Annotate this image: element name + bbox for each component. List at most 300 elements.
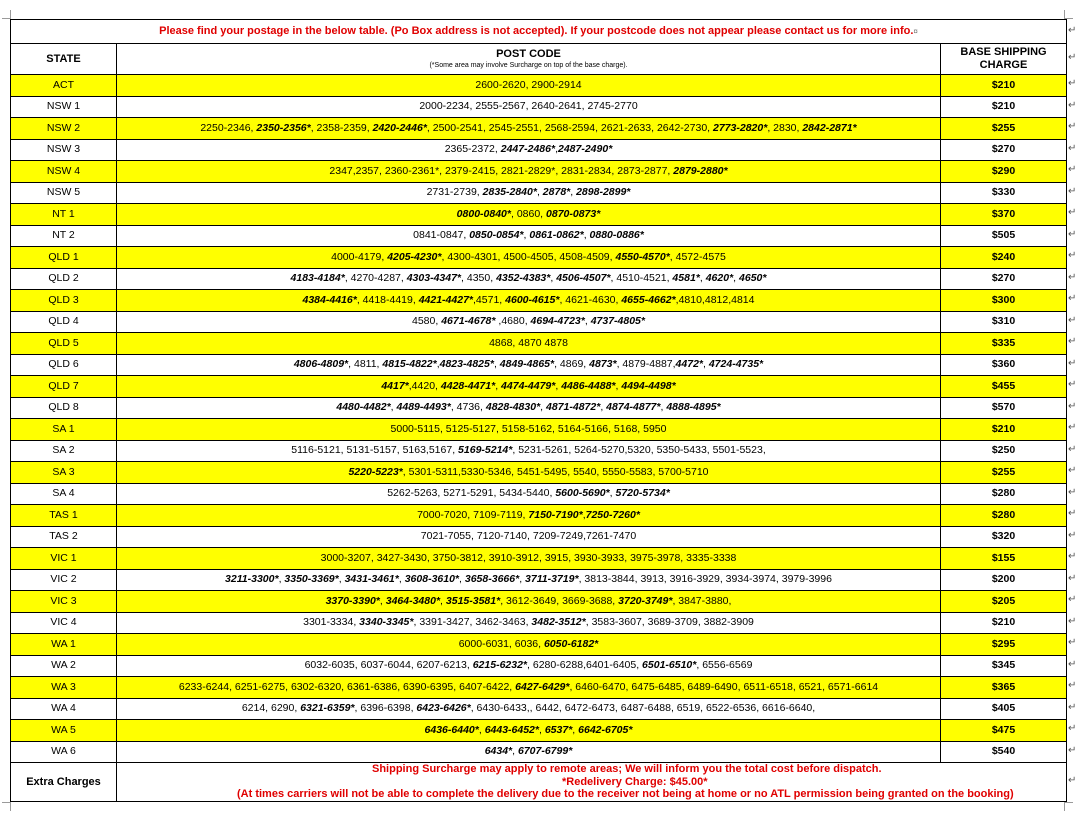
- post-code-text: , 5301-5311,5330-5346, 5451-5495, 5540, 5550-5583, 5700-5710: [402, 465, 709, 478]
- return-arrow-icon: ↵: [1068, 271, 1077, 283]
- surcharge-code: 4494-4498*: [621, 379, 676, 392]
- surcharge-code: 2878*: [542, 186, 571, 199]
- return-arrow-icon: ↵: [1068, 551, 1077, 563]
- state-cell: TAS 1: [11, 505, 117, 527]
- post-code-text: ,: [536, 186, 543, 199]
- post-code-text: ,: [555, 143, 558, 156]
- post-code-text: 3301-3334,: [303, 616, 360, 629]
- post-code-text: ,: [584, 315, 591, 328]
- post-code-text: , 0860,: [510, 207, 547, 220]
- table-row: [11, 161, 1067, 183]
- format-mark-icon: ¤: [913, 27, 918, 36]
- post-code-text: , 4879-4887,: [616, 358, 676, 371]
- surcharge-code: 4486-4488*: [561, 379, 616, 392]
- post-code-text: ,: [390, 401, 397, 414]
- surcharge-code: 3350-3369*: [284, 573, 339, 586]
- return-arrow-icon: ↵: [1068, 744, 1077, 756]
- state-cell: VIC 2: [11, 569, 117, 591]
- header-base-shipping-charge: BASE SHIPPING CHARGE: [941, 44, 1067, 75]
- return-arrow-icon: ↵: [1068, 422, 1077, 434]
- charge-cell: $240: [941, 247, 1067, 269]
- post-code-text: ,: [539, 723, 545, 736]
- post-code-text: ,4571,: [473, 293, 506, 306]
- post-code-cell: [117, 483, 941, 505]
- state-cell: SA 4: [11, 483, 117, 505]
- surcharge-code: 4671-4678*: [441, 315, 496, 328]
- surcharge-code: 4724-4735*: [708, 358, 764, 371]
- surcharge-code: 0850-0854*: [469, 229, 524, 242]
- post-code-text: 6000-6031, 6036,: [458, 637, 544, 650]
- post-code-text: , 4572-4575: [669, 250, 726, 263]
- charge-cell: $295: [941, 634, 1067, 656]
- return-arrow-icon: ↵: [1068, 615, 1077, 627]
- charge-cell: $505: [941, 225, 1067, 247]
- surcharge-code: 4806-4809*: [293, 358, 349, 371]
- post-code-text: 4868, 4870 4878: [489, 336, 568, 349]
- post-code-text: 5000-5115, 5125-5127, 5158-5162, 5164-5166, 5168, 5950: [390, 422, 667, 435]
- surcharge-code: 6436-6440*: [424, 723, 479, 736]
- surcharge-code: 6501-6510*: [642, 659, 697, 672]
- state-cell: QLD 6: [11, 354, 117, 376]
- state-cell: VIC 1: [11, 548, 117, 570]
- table-row: [11, 569, 1067, 591]
- table-row: [11, 612, 1067, 634]
- charge-cell: $455: [941, 376, 1067, 398]
- post-code-text: 5116-5121, 5131-5157, 5163,5167,: [291, 444, 459, 457]
- post-code-text: , 6460-6470, 6475-6485, 6489-6490, 6511-6518, 6521, 6571-6614: [569, 680, 879, 693]
- extra-charges-label: Extra Charges: [11, 763, 117, 802]
- surcharge-code: 2898-2899*: [576, 186, 631, 199]
- post-code-text: ,: [660, 401, 667, 414]
- table-row: [11, 548, 1067, 570]
- surcharge-code: 6642-6705*: [578, 723, 633, 736]
- post-code-text: , 2358-2359,: [310, 121, 373, 134]
- post-code-text: ,: [540, 401, 547, 414]
- return-arrow-icon: ↵: [1068, 185, 1077, 197]
- charge-cell: $255: [941, 462, 1067, 484]
- return-arrow-icon: ↵: [1068, 357, 1077, 369]
- post-code-text: ,: [582, 508, 586, 521]
- surcharge-code: 4303-4347*: [406, 272, 462, 285]
- post-code-text: , 3583-3607, 3689-3709, 3882-3909: [585, 616, 754, 629]
- post-code-cell: [117, 419, 941, 441]
- surcharge-code: 3464-3480*: [385, 594, 441, 607]
- surcharge-code: 4874-4877*: [606, 401, 661, 414]
- table-row: [11, 225, 1067, 247]
- post-code-text: , 3847-3880,: [672, 594, 732, 607]
- post-code-text: ,: [459, 573, 465, 586]
- charge-cell: $205: [941, 591, 1067, 613]
- post-code-text: ,: [572, 723, 579, 736]
- post-code-cell: [117, 75, 941, 97]
- state-cell: TAS 2: [11, 526, 117, 548]
- surcharge-code: 4421-4427*: [418, 293, 474, 306]
- post-code-cell: [117, 720, 941, 742]
- return-arrow-icon: ↵: [1068, 637, 1077, 649]
- surcharge-code: 7250-7260*: [585, 508, 640, 521]
- surcharge-code: 2773-2820*: [713, 121, 768, 134]
- return-arrow-icon: ↵: [1068, 99, 1077, 111]
- state-cell: WA 4: [11, 698, 117, 720]
- post-code-cell: [117, 354, 941, 376]
- extra-charges-text: [117, 763, 1067, 802]
- surcharge-code: 6537*: [544, 723, 573, 736]
- surcharge-code: 4352-4383*: [496, 272, 551, 285]
- surcharge-code: 6321-6359*: [300, 702, 355, 715]
- post-code-text: ,: [600, 401, 607, 414]
- table-row: [11, 354, 1067, 376]
- surcharge-code: 4417*: [381, 379, 409, 392]
- return-arrow-icon: ↵: [1068, 701, 1077, 713]
- post-code-text: ,: [493, 358, 500, 371]
- post-code-text: , 2500-2541, 2545-2551, 2568-2594, 2621-2633, 2642-2730,: [426, 121, 713, 134]
- post-code-cell: [117, 526, 941, 548]
- post-code-text: 2731-2739,: [426, 186, 483, 199]
- notice-row: [11, 20, 1067, 44]
- surcharge-code: 4489-4493*: [396, 401, 451, 414]
- post-code-cell: [117, 333, 941, 355]
- surcharge-code: 4384-4416*: [302, 293, 357, 306]
- post-code-text: 3000-3207, 3427-3430, 3750-3812, 3910-3912, 3915, 3930-3933, 3975-3978, 3335-3338: [320, 551, 737, 564]
- state-cell: SA 2: [11, 440, 117, 462]
- charge-cell: $250: [941, 440, 1067, 462]
- header-state: STATE: [11, 44, 117, 75]
- post-code-cell: [117, 376, 941, 398]
- surcharge-code: 6050-6182*: [543, 637, 599, 650]
- surcharge-code: 4823-4825*: [439, 358, 494, 371]
- charge-cell: $370: [941, 204, 1067, 226]
- surcharge-code: 4655-4662*: [621, 293, 676, 306]
- surcharge-code: 3431-3461*: [344, 573, 399, 586]
- surcharge-code: 2447-2486*: [500, 143, 556, 156]
- surcharge-code: 4620*: [705, 272, 734, 285]
- post-code-text: , 2830,: [767, 121, 803, 134]
- table-row: [11, 139, 1067, 161]
- surcharge-code: 4871-4872*: [546, 401, 601, 414]
- charge-cell: $365: [941, 677, 1067, 699]
- surcharge-code: 4183-4184*: [290, 272, 345, 285]
- charge-cell: $210: [941, 419, 1067, 441]
- post-code-cell: [117, 96, 941, 118]
- post-code-cell: [117, 698, 941, 720]
- post-code-text: ,4420,: [408, 379, 441, 392]
- table-row: [11, 268, 1067, 290]
- post-code-text: , 4270-4287,: [344, 272, 407, 285]
- table-row: [11, 419, 1067, 441]
- surcharge-code: 2487-2490*: [557, 143, 613, 156]
- post-code-text: ,: [436, 358, 440, 371]
- post-code-text: , 4350,: [461, 272, 497, 285]
- post-code-text: 4000-4179,: [331, 250, 388, 263]
- surcharge-code: 5169-5214*: [458, 444, 513, 457]
- return-arrow-icon: ↵: [1068, 164, 1077, 176]
- return-arrow-icon: ↵: [1068, 594, 1077, 606]
- crop-mark-bottom-right: [1064, 802, 1073, 811]
- charge-cell: $255: [941, 118, 1067, 140]
- surcharge-code: 6423-6426*: [416, 702, 471, 715]
- table-row: [11, 247, 1067, 269]
- surcharge-code: 4828-4830*: [485, 401, 541, 414]
- state-cell: WA 3: [11, 677, 117, 699]
- surcharge-code: 7150-7190*: [528, 508, 583, 521]
- charge-cell: $290: [941, 161, 1067, 183]
- state-cell: NSW 5: [11, 182, 117, 204]
- table-row: [11, 720, 1067, 742]
- charge-cell: $320: [941, 526, 1067, 548]
- post-code-cell: [117, 311, 941, 333]
- post-code-text: ,: [512, 745, 518, 758]
- post-code-text: ,: [550, 272, 557, 285]
- table-row: [11, 591, 1067, 613]
- return-arrow-icon: ↵: [1068, 121, 1077, 133]
- charge-cell: $475: [941, 720, 1067, 742]
- state-cell: QLD 3: [11, 290, 117, 312]
- state-cell: SA 1: [11, 419, 117, 441]
- surcharge-code: 3482-3512*: [531, 616, 586, 629]
- charge-cell: $280: [941, 483, 1067, 505]
- surcharge-code: 4888-4895*: [666, 401, 721, 414]
- surcharge-code: 5600-5690*: [555, 487, 610, 500]
- return-arrow-icon: ↵: [1068, 78, 1077, 90]
- surcharge-code: 6443-6452*: [484, 723, 539, 736]
- post-code-text: 7021-7055, 7120-7140, 7209-7249,7261-7470: [420, 530, 637, 543]
- post-code-cell: [117, 741, 941, 763]
- post-code-text: 0841-0847,: [413, 229, 470, 242]
- return-arrow-icon: ↵: [1068, 486, 1077, 498]
- post-code-text: ,: [703, 358, 709, 371]
- post-code-cell: [117, 268, 941, 290]
- post-code-text: ,: [338, 573, 345, 586]
- state-cell: NT 1: [11, 204, 117, 226]
- post-code-cell: [117, 182, 941, 204]
- state-cell: NSW 1: [11, 96, 117, 118]
- table-row: [11, 698, 1067, 720]
- table-row: [11, 505, 1067, 527]
- state-cell: ACT: [11, 75, 117, 97]
- surcharge-code: 4428-4471*: [440, 379, 496, 392]
- table-row: [11, 75, 1067, 97]
- surcharge-code: 4600-4615*: [505, 293, 560, 306]
- state-cell: NSW 3: [11, 139, 117, 161]
- post-code-cell: [117, 569, 941, 591]
- surcharge-code: 0880-0886*: [589, 229, 644, 242]
- notice-text: Please find your postage in the below table. (Po Box address is not accepted). If your postcode does not appear please contact us for more info.: [159, 25, 914, 37]
- return-arrow-icon: ↵: [1068, 775, 1077, 786]
- surcharge-code: 4694-4723*: [530, 315, 585, 328]
- post-code-text: , 6430-6433,, 6442, 6472-6473, 6487-6488, 6519, 6522-6536, 6616-6640,: [470, 702, 816, 715]
- table-row: [11, 483, 1067, 505]
- extra-line-1: Shipping Surcharge may apply to remote areas; We will inform you the total cost before dispatch.: [372, 763, 882, 776]
- surcharge-code: 2842-2871*: [802, 121, 857, 134]
- state-cell: NSW 2: [11, 118, 117, 140]
- post-code-text: ,: [570, 186, 577, 199]
- charge-cell: $300: [941, 290, 1067, 312]
- surcharge-code: 4873*: [589, 358, 617, 371]
- post-code-text: , 6280-6288,6401-6405,: [527, 659, 643, 672]
- return-arrow-icon: ↵: [1068, 207, 1077, 219]
- post-code-text: 2250-2346,: [200, 121, 257, 134]
- post-code-cell: [117, 505, 941, 527]
- post-code-text: 2365-2372,: [444, 143, 501, 156]
- post-code-text: , 4736,: [450, 401, 486, 414]
- post-code-text: ,: [583, 229, 590, 242]
- surcharge-code: 3515-3581*: [445, 594, 501, 607]
- post-code-text: ,4680,: [495, 315, 531, 328]
- postage-table: [10, 19, 1067, 802]
- surcharge-code: 4737-4805*: [590, 315, 645, 328]
- surcharge-code: 6215-6232*: [472, 659, 528, 672]
- return-arrow-icon: ↵: [1068, 680, 1077, 692]
- surcharge-code: 5720-5734*: [615, 487, 670, 500]
- charge-cell: $345: [941, 655, 1067, 677]
- surcharge-code: 5220-5223*: [348, 465, 403, 478]
- return-arrow-icon: ↵: [1068, 142, 1077, 154]
- post-code-text: , 3813-3844, 3913, 3916-3929, 3934-3974, 3979-3996: [578, 573, 832, 586]
- post-code-cell: [117, 118, 941, 140]
- surcharge-code: 6434*: [484, 745, 513, 758]
- surcharge-code: 4474-4479*: [501, 379, 556, 392]
- extra-line-3: (At times carriers will not be able to complete the delivery due to the receiver not being at home or no ATL permission being granted on the booking): [237, 788, 1014, 801]
- post-code-cell: [117, 548, 941, 570]
- charge-cell: $360: [941, 354, 1067, 376]
- surcharge-code: 3340-3345*: [359, 616, 414, 629]
- state-cell: NT 2: [11, 225, 117, 247]
- return-arrow-icon: ↵: [1068, 52, 1077, 63]
- return-arrow-icon: ↵: [1068, 723, 1077, 735]
- table-row: [11, 634, 1067, 656]
- surcharge-code: 6427-6429*: [515, 680, 570, 693]
- return-arrow-icon: ↵: [1068, 314, 1077, 326]
- surcharge-code: 0861-0862*: [529, 229, 584, 242]
- table-row: [11, 440, 1067, 462]
- surcharge-code: 0870-0873*: [546, 207, 601, 220]
- post-code-cell: [117, 161, 941, 183]
- surcharge-code: 3720-3749*: [618, 594, 673, 607]
- post-code-text: , 5231-5261, 5264-5270,5320, 5350-5433, 5501-5523,: [512, 444, 766, 457]
- post-code-text: ,: [478, 723, 485, 736]
- extra-charges-row: [11, 763, 1067, 802]
- charge-cell: $210: [941, 612, 1067, 634]
- surcharge-code: 3370-3390*: [325, 594, 380, 607]
- surcharge-code: 4581*: [672, 272, 700, 285]
- surcharge-code: 3211-3300*: [225, 573, 279, 586]
- post-code-text: 6214, 6290,: [241, 702, 301, 715]
- return-arrow-icon: ↵: [1068, 228, 1077, 240]
- surcharge-code: 4472*: [675, 358, 703, 371]
- charge-cell: $210: [941, 96, 1067, 118]
- table-row: [11, 290, 1067, 312]
- surcharge-code: 0800-0840*: [456, 207, 511, 220]
- surcharge-code: 4815-4822*: [382, 358, 437, 371]
- post-code-cell: [117, 462, 941, 484]
- post-code-text: , 4418-4419,: [356, 293, 419, 306]
- state-cell: VIC 4: [11, 612, 117, 634]
- post-code-cell: [117, 612, 941, 634]
- return-arrow-icon: ↵: [1068, 443, 1077, 455]
- post-code-text: , 4869,: [554, 358, 590, 371]
- post-code-text: ,: [379, 594, 386, 607]
- post-code-text: , 4621-4630,: [559, 293, 622, 306]
- table-row: [11, 526, 1067, 548]
- charge-cell: $270: [941, 139, 1067, 161]
- table-row: [11, 96, 1067, 118]
- table-row: [11, 741, 1067, 763]
- post-code-text: 2347,2357, 2360-2361*, 2379-2415, 2821-2829*, 2831-2834, 2873-2877,: [329, 164, 674, 177]
- table-row: [11, 333, 1067, 355]
- post-code-cell: [117, 204, 941, 226]
- charge-cell: $405: [941, 698, 1067, 720]
- post-code-text: ,4810,4812,4814: [675, 293, 755, 306]
- table-row: [11, 204, 1067, 226]
- surcharge-code: 4205-4230*: [387, 250, 442, 263]
- surcharge-code: 2835-2840*: [482, 186, 537, 199]
- charge-cell: $210: [941, 75, 1067, 97]
- table-row: [11, 655, 1067, 677]
- state-cell: QLD 4: [11, 311, 117, 333]
- charge-cell: $280: [941, 505, 1067, 527]
- post-code-cell: [117, 397, 941, 419]
- post-code-text: ,: [555, 379, 562, 392]
- table-row: [11, 462, 1067, 484]
- return-arrow-icon: ↵: [1068, 293, 1077, 305]
- post-code-cell: [117, 247, 941, 269]
- surcharge-code: 3711-3719*: [525, 573, 579, 586]
- return-arrow-icon: ↵: [1068, 658, 1077, 670]
- post-code-text: , 6396-6398,: [354, 702, 417, 715]
- post-code-cell: [117, 634, 941, 656]
- state-cell: QLD 2: [11, 268, 117, 290]
- post-code-text: , 4811,: [348, 358, 383, 371]
- return-arrow-icon: ↵: [1068, 465, 1077, 477]
- post-code-text: , 3391-3427, 3462-3463,: [413, 616, 532, 629]
- post-code-text: ,: [278, 573, 285, 586]
- return-arrow-icon: ↵: [1068, 400, 1077, 412]
- post-code-text: ,: [609, 487, 616, 500]
- post-code-cell: [117, 591, 941, 613]
- return-arrow-icon: ↵: [1068, 529, 1077, 541]
- charge-cell: $330: [941, 182, 1067, 204]
- return-arrow-icon: ↵: [1068, 24, 1077, 36]
- table-row: [11, 376, 1067, 398]
- surcharge-code: 4849-4865*: [499, 358, 555, 371]
- notice-cell: [11, 20, 1067, 44]
- surcharge-code: 2350-2356*: [256, 121, 311, 134]
- post-code-text: , 4510-4521,: [610, 272, 673, 285]
- state-cell: WA 1: [11, 634, 117, 656]
- post-code-text: 2000-2234, 2555-2567, 2640-2641, 2745-2770: [419, 100, 638, 113]
- extra-line-2: *Redelivery Charge: $45.00*: [562, 775, 708, 788]
- crop-mark-top-right: [1064, 10, 1073, 19]
- state-cell: SA 3: [11, 462, 117, 484]
- return-arrow-icon: ↵: [1068, 508, 1077, 520]
- post-code-text: 6233-6244, 6251-6275, 6302-6320, 6361-6386, 6390-6395, 6407-6422,: [178, 680, 516, 693]
- post-code-text: ,: [615, 379, 622, 392]
- return-arrow-icon: ↵: [1068, 250, 1077, 262]
- post-code-cell: [117, 677, 941, 699]
- state-cell: QLD 5: [11, 333, 117, 355]
- crop-mark-bottom-left: [2, 802, 11, 811]
- surcharge-code: 4550-4570*: [615, 250, 670, 263]
- post-code-cell: [117, 139, 941, 161]
- state-cell: NSW 4: [11, 161, 117, 183]
- post-code-text: ,: [523, 229, 530, 242]
- post-code-text: 2600-2620, 2900-2914: [475, 78, 582, 91]
- header-row: [11, 44, 1067, 75]
- post-code-cell: [117, 290, 941, 312]
- state-cell: VIC 3: [11, 591, 117, 613]
- state-cell: QLD 7: [11, 376, 117, 398]
- post-code-text: ,: [440, 594, 446, 607]
